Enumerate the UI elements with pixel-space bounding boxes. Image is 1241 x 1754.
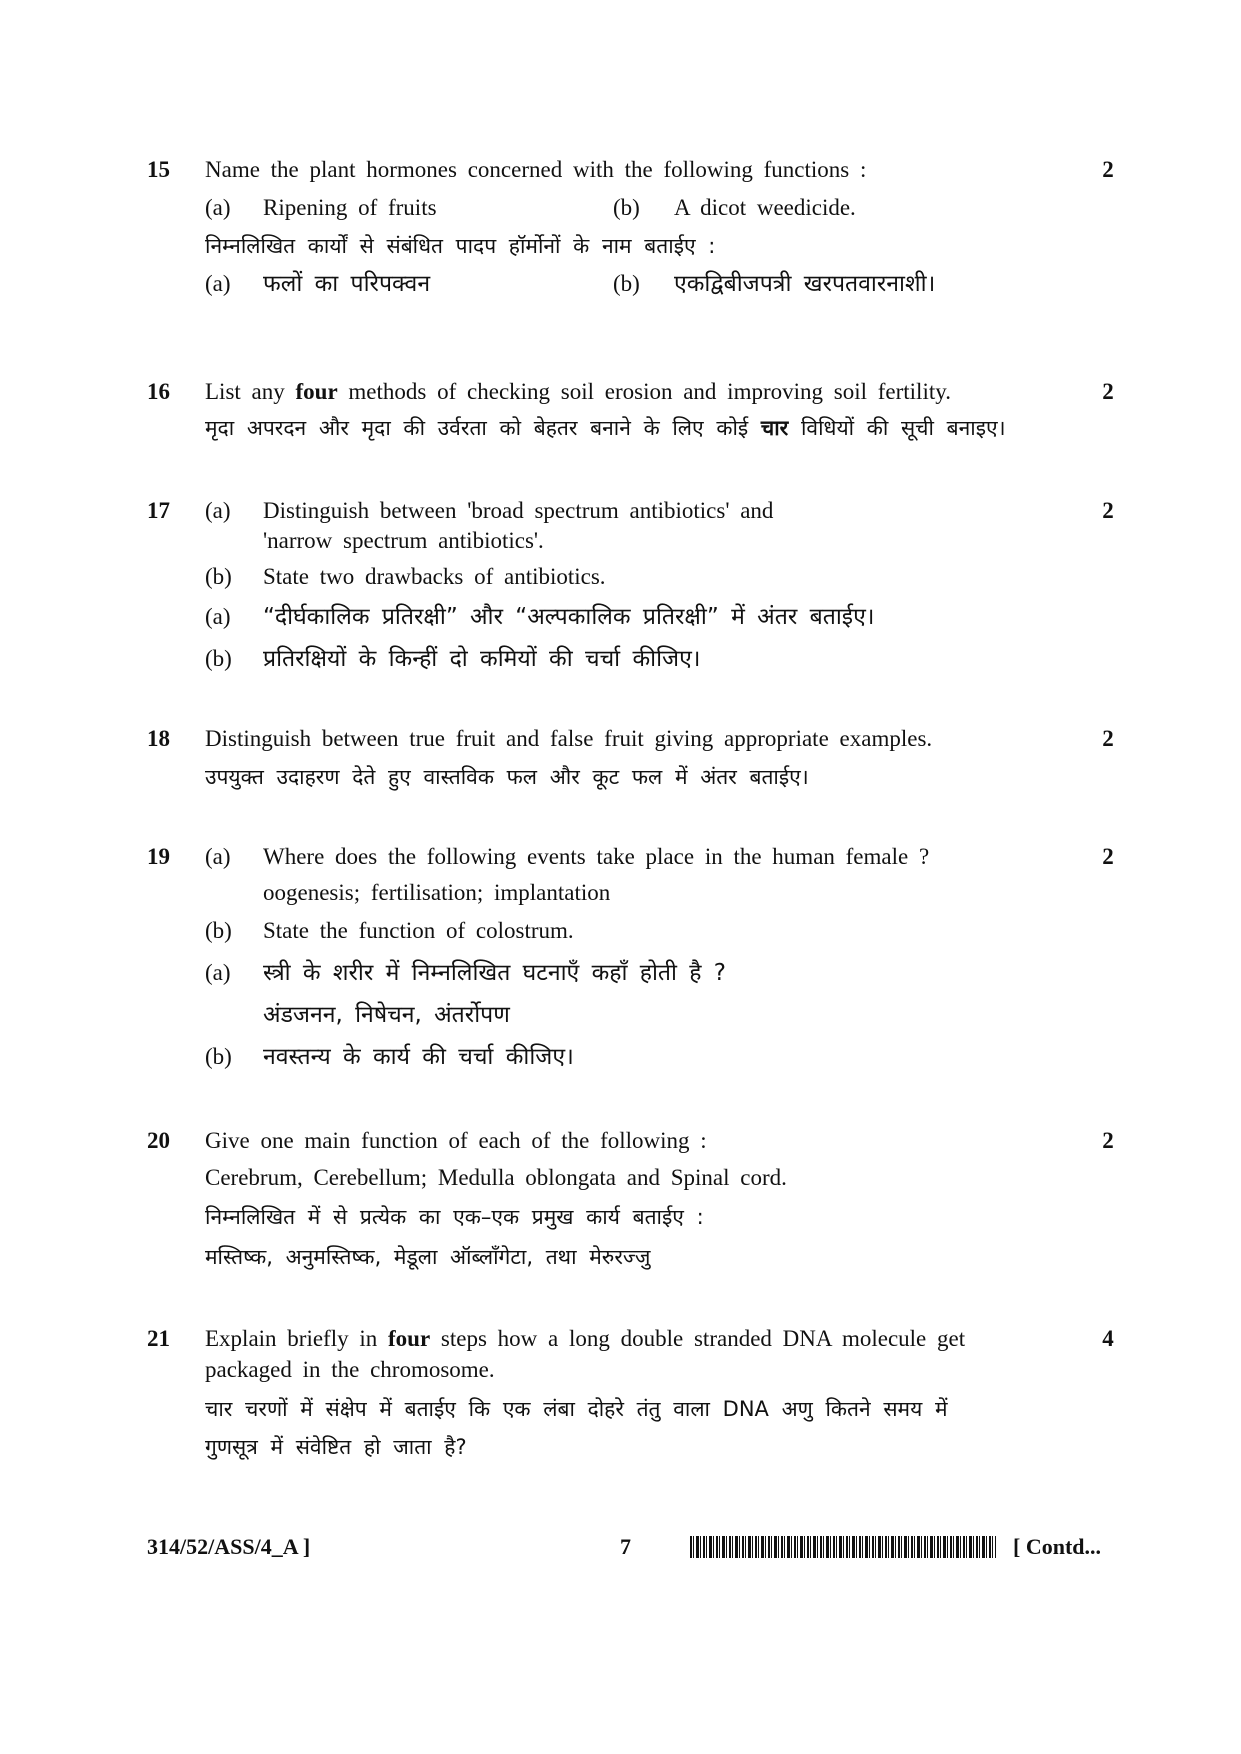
text-segment: methods of checking soil erosion and improving soil fertility. (348, 379, 951, 404)
question-number: 19 (147, 844, 170, 869)
part-label: (a) (205, 498, 231, 523)
question-text-hi: चार चरणों में संक्षेप में बताईए कि एक लंबा दोहरे तंतु वाला DNA अणु कितने समय में (205, 1397, 948, 1421)
question-text-hi: निम्नलिखित कार्यों से संबंधित पादप हॉर्मोनों के नाम बताईए : (205, 234, 716, 258)
part-text: 'narrow spectrum antibiotics'. (263, 528, 544, 553)
part-text: State two drawbacks of antibiotics. (263, 564, 606, 589)
marks: 4 (1102, 1326, 1114, 1351)
option-text: A dicot weedicide. (674, 195, 856, 220)
option-label: (a) (205, 195, 231, 220)
option-text: एकद्विबीजपत्री खरपतवारनाशी। (674, 271, 936, 297)
text-segment: मृदा अपरदन और मृदा की उर्वरता को बेहतर बनाने के लिए कोई (205, 416, 749, 440)
option-label: (b) (613, 195, 640, 220)
question-text-en (205, 1324, 965, 1354)
question-number: 20 (147, 1128, 170, 1153)
marks: 2 (1102, 157, 1114, 182)
question-text-hi (205, 413, 1006, 443)
part-label: (b) (205, 564, 232, 589)
emphasis-text: four (295, 379, 338, 404)
part-text: oogenesis; fertilisation; implantation (263, 880, 611, 905)
question-number: 17 (147, 498, 170, 523)
question-number: 21 (147, 1326, 170, 1351)
part-label: (a) (205, 604, 231, 629)
option-label: (b) (613, 271, 640, 296)
page-number: 7 (620, 1534, 631, 1559)
text-segment: List any (205, 379, 285, 404)
question-text-hi: उपयुक्त उदाहरण देते हुए वास्तविक फल और कूट फल में अंतर बताईए। (205, 765, 809, 789)
page-footer (0, 1532, 1241, 1572)
marks: 2 (1102, 726, 1114, 751)
question-text-hi: मस्तिष्क, अनुमस्तिष्क, मेडूला ऑब्लाँगेटा, तथा मेरुरज्जु (205, 1245, 651, 1269)
paper-code: 314/52/ASS/4_A ] (147, 1534, 311, 1559)
part-text: Where does the following events take place in the human female ? (263, 844, 930, 869)
question-text-en (205, 377, 951, 407)
marks: 2 (1102, 1128, 1114, 1153)
emphasis-text: चार (760, 416, 789, 440)
part-text-hi: स्त्री के शरीर में निम्नलिखित घटनाएँ कहाँ होती है ? (263, 960, 727, 986)
marks: 2 (1102, 379, 1114, 404)
part-text-hi: नवस्तन्य के कार्य की चर्चा कीजिए। (263, 1044, 574, 1070)
part-label: (a) (205, 844, 231, 869)
part-label: (a) (205, 960, 231, 985)
part-label: (b) (205, 646, 232, 671)
marks: 2 (1102, 844, 1114, 869)
continued-label: [ Contd... (1013, 1534, 1102, 1559)
question-number: 15 (147, 157, 170, 182)
option-label: (a) (205, 271, 231, 296)
question-text-en: Give one main function of each of the following : (205, 1128, 707, 1153)
part-label: (b) (205, 918, 232, 943)
part-text-hi: प्रतिरक्षियों के किन्हीं दो कमियों की चर्चा कीजिए। (263, 646, 701, 672)
barcode-icon (690, 1536, 996, 1558)
text-segment: Explain briefly in (205, 1326, 378, 1351)
part-label: (b) (205, 1044, 232, 1069)
option-text: Ripening of fruits (263, 195, 437, 220)
question-text-en: Cerebrum, Cerebellum; Medulla oblongata and Spinal cord. (205, 1165, 787, 1190)
text-segment: विधियों की सूची बनाइए। (800, 416, 1006, 440)
part-text-hi: अंडजनन, निषेचन, अंतर्रोपण (263, 1002, 510, 1028)
question-text-en: Name the plant hormones concerned with the following functions : (205, 157, 867, 182)
question-text-en: packaged in the chromosome. (205, 1357, 495, 1382)
question-text-en: Distinguish between true fruit and false fruit giving appropriate examples. (205, 726, 933, 751)
question-text-hi: निम्नलिखित में से प्रत्येक का एक–एक प्रमुख कार्य बताईए : (205, 1205, 704, 1229)
question-number: 16 (147, 379, 170, 404)
option-text: फलों का परिपक्वन (263, 271, 431, 297)
marks: 2 (1102, 498, 1114, 523)
part-text: State the function of colostrum. (263, 918, 574, 943)
part-text-hi: “दीर्घकालिक प्रतिरक्षी” और “अल्पकालिक प्रतिरक्षी” में अंतर बताईए। (263, 604, 875, 630)
emphasis-text: four (388, 1326, 431, 1351)
question-text-hi: गुणसूत्र में संवेष्टित हो जाता है? (205, 1435, 467, 1459)
text-segment: steps how a long double stranded DNA molecule get (440, 1326, 966, 1351)
question-number: 18 (147, 726, 170, 751)
part-text: Distinguish between 'broad spectrum antibiotics' and (263, 498, 774, 523)
